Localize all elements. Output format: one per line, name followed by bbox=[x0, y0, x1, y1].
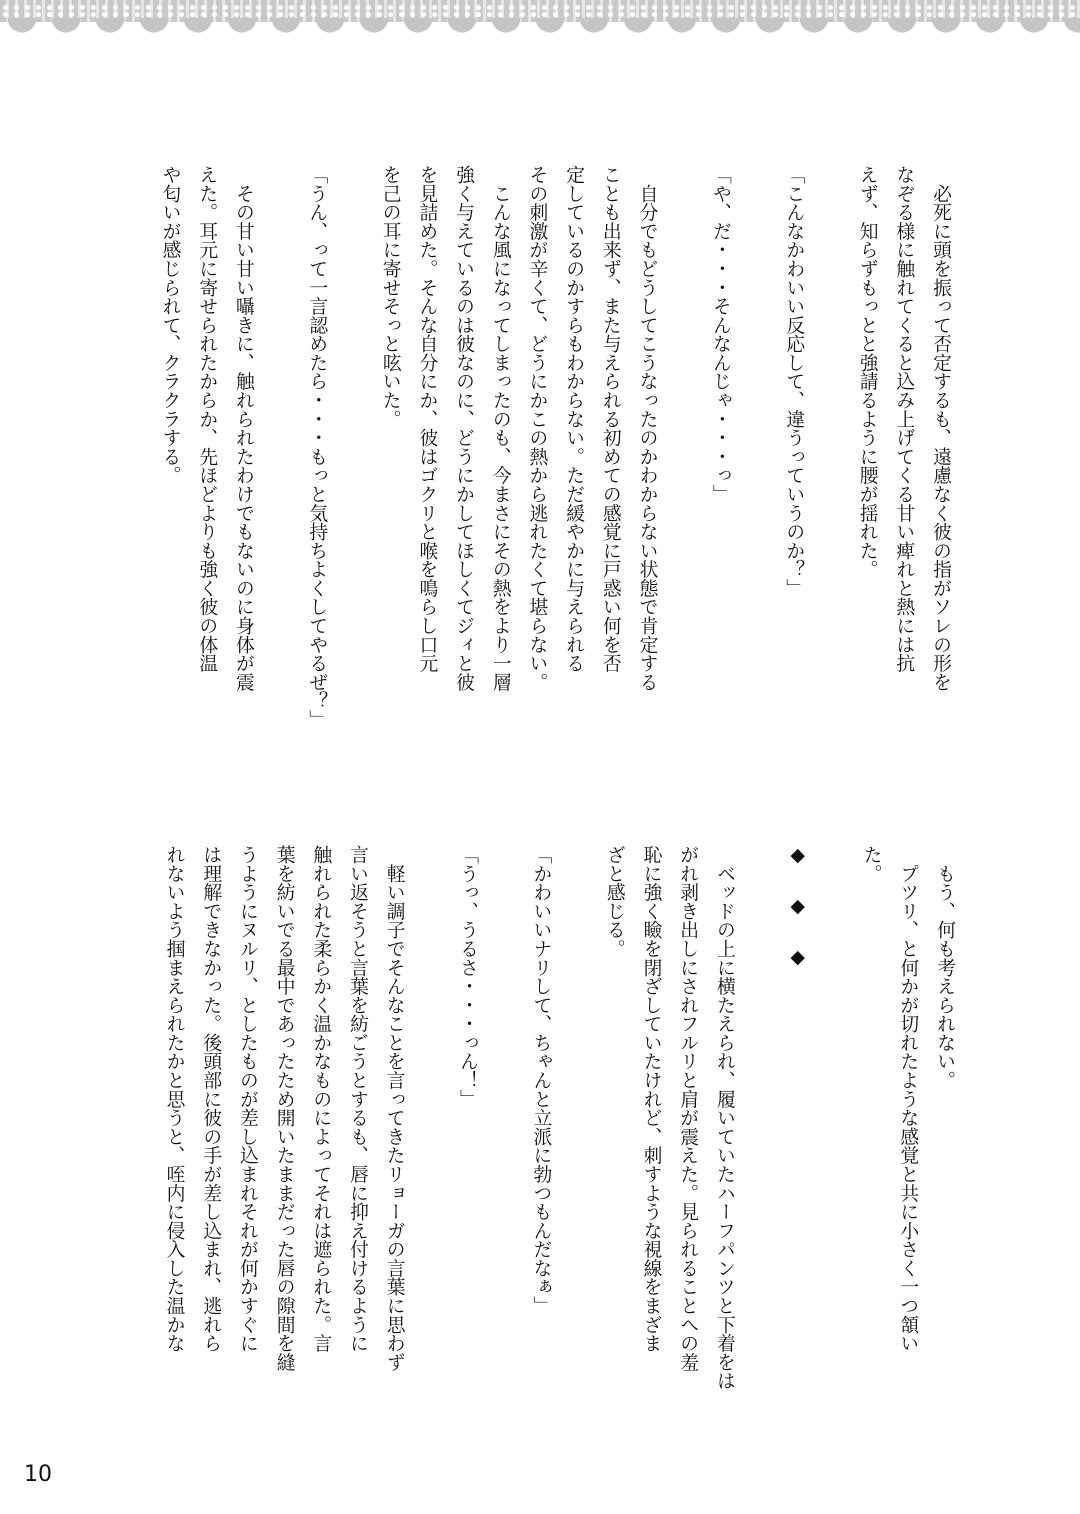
blank-line bbox=[656, 165, 693, 695]
blank-line bbox=[403, 845, 440, 1375]
text-line: 自分でもどうしてこうなったのかわからない状態で肯定する bbox=[636, 165, 658, 692]
text-line: 恥に強く瞼を閉ざしていたけれど、刺すような視線をまざま bbox=[640, 845, 662, 1353]
lace-border-decoration bbox=[0, 0, 1080, 60]
text-line: ざと感じる。 bbox=[603, 845, 625, 958]
text-line: 葉を紡いでる最中であったため開いたままだった唇の隙間を縫 bbox=[273, 845, 295, 1372]
text-line: ことも出来ず、また与えられる初めての感覚に戸惑い何を否 bbox=[599, 165, 621, 673]
text-line: 強く与えているのは彼なのに、どうにかしてほしくてジィと彼 bbox=[453, 165, 475, 692]
text-line: 軽い調子でそんなことを言ってきたリョーガの言葉に思わず bbox=[383, 845, 405, 1372]
text-line: がれ剥き出しにされフルリと肩が震えた。見られることへの羞 bbox=[677, 845, 699, 1372]
blank-line bbox=[729, 165, 766, 695]
text-line: もう、何も考えられない。 bbox=[934, 845, 955, 1090]
blank-line bbox=[549, 845, 586, 1375]
text-line: 定しているのかすらもわからない。ただ緩やかに与えられる bbox=[563, 165, 585, 673]
text-line: は理解できなかった。後頭部に彼の手が差し込まれ、逃れら bbox=[200, 845, 222, 1353]
text-line: れないよう掴まえられたかと思うと、咥内に侵入した温かな bbox=[163, 845, 185, 1353]
text-line: た。 bbox=[860, 845, 882, 883]
blank-line bbox=[476, 845, 513, 1375]
blank-line bbox=[733, 845, 770, 1375]
text-line: を己の耳に寄せそっと呟いた。 bbox=[379, 165, 401, 429]
text-block-top bbox=[142, 165, 951, 729]
text-line: ◆ ◆ ◆ bbox=[787, 845, 809, 974]
text-line: 言い返そうと言葉を紡ごうとするも、唇に抑え付けるように bbox=[347, 845, 368, 1353]
text-line: を見詰めた。そんな自分にか、彼はゴクリと喉を鳴らし口元 bbox=[416, 165, 438, 673]
text-line: 必死に頭を振って否定するも、遠慮なく彼の指がソレの形を bbox=[930, 165, 951, 692]
text-block-bottom bbox=[146, 845, 955, 1390]
blank-line bbox=[802, 165, 839, 695]
text-line: 「かわいいナリして、ちゃんと立派に勃つもんだなぁ」 bbox=[530, 845, 552, 1315]
blank-line bbox=[806, 845, 843, 1375]
text-line: うようにヌルリ、としたものが差し込まれそれが何かすぐに bbox=[236, 845, 258, 1353]
text-line: えず、知らずもっとと強請るように腰が揺れた。 bbox=[856, 165, 878, 579]
blank-line bbox=[325, 165, 362, 695]
lace-scallop bbox=[0, 18, 1080, 54]
text-line: や匂いが感じられて、クラクラする。 bbox=[159, 165, 181, 485]
text-line: 「こんなかわいい反応して、違うっていうのか？」 bbox=[783, 165, 805, 598]
text-line: ベッドの上に横たえられ、履いていたハーフパンツと下着をは bbox=[713, 845, 735, 1390]
lace-dots bbox=[0, 4, 1080, 18]
text-line: 「や、だ・・・そんなんじゃ・・・っ」 bbox=[709, 165, 731, 504]
text-line: なぞる様に触れてくると込み上げてくる甘い痺れと熱には抗 bbox=[893, 165, 915, 673]
blank-line bbox=[252, 165, 289, 695]
page-number: 10 bbox=[24, 1462, 52, 1487]
text-line: その甘い甘い囁きに、触れられたわけでもないのに身体が震 bbox=[232, 165, 254, 692]
text-line: こんな風になってしまったのも、今まさにその熱をより一層 bbox=[489, 165, 511, 692]
text-line: その刺激が辛くて、どうにかこの熱から逃れたくて堪らない。 bbox=[526, 165, 548, 692]
text-line: プツリ、と何かが切れたような感覚と共に小さく一つ頷い bbox=[897, 845, 919, 1353]
text-line: 「うん、って一言認めたら・・・もっと気持ちよくしてやるぜ？」 bbox=[306, 165, 328, 729]
text-line: えた。耳元に寄せられたからか、先ほどよりも強く彼の体温 bbox=[196, 165, 218, 673]
text-line: 触れられた柔らかく温かなものによってそれは遮られた。言 bbox=[310, 845, 332, 1353]
text-line: 「うっ、うるさ・・・っん！」 bbox=[457, 845, 479, 1109]
